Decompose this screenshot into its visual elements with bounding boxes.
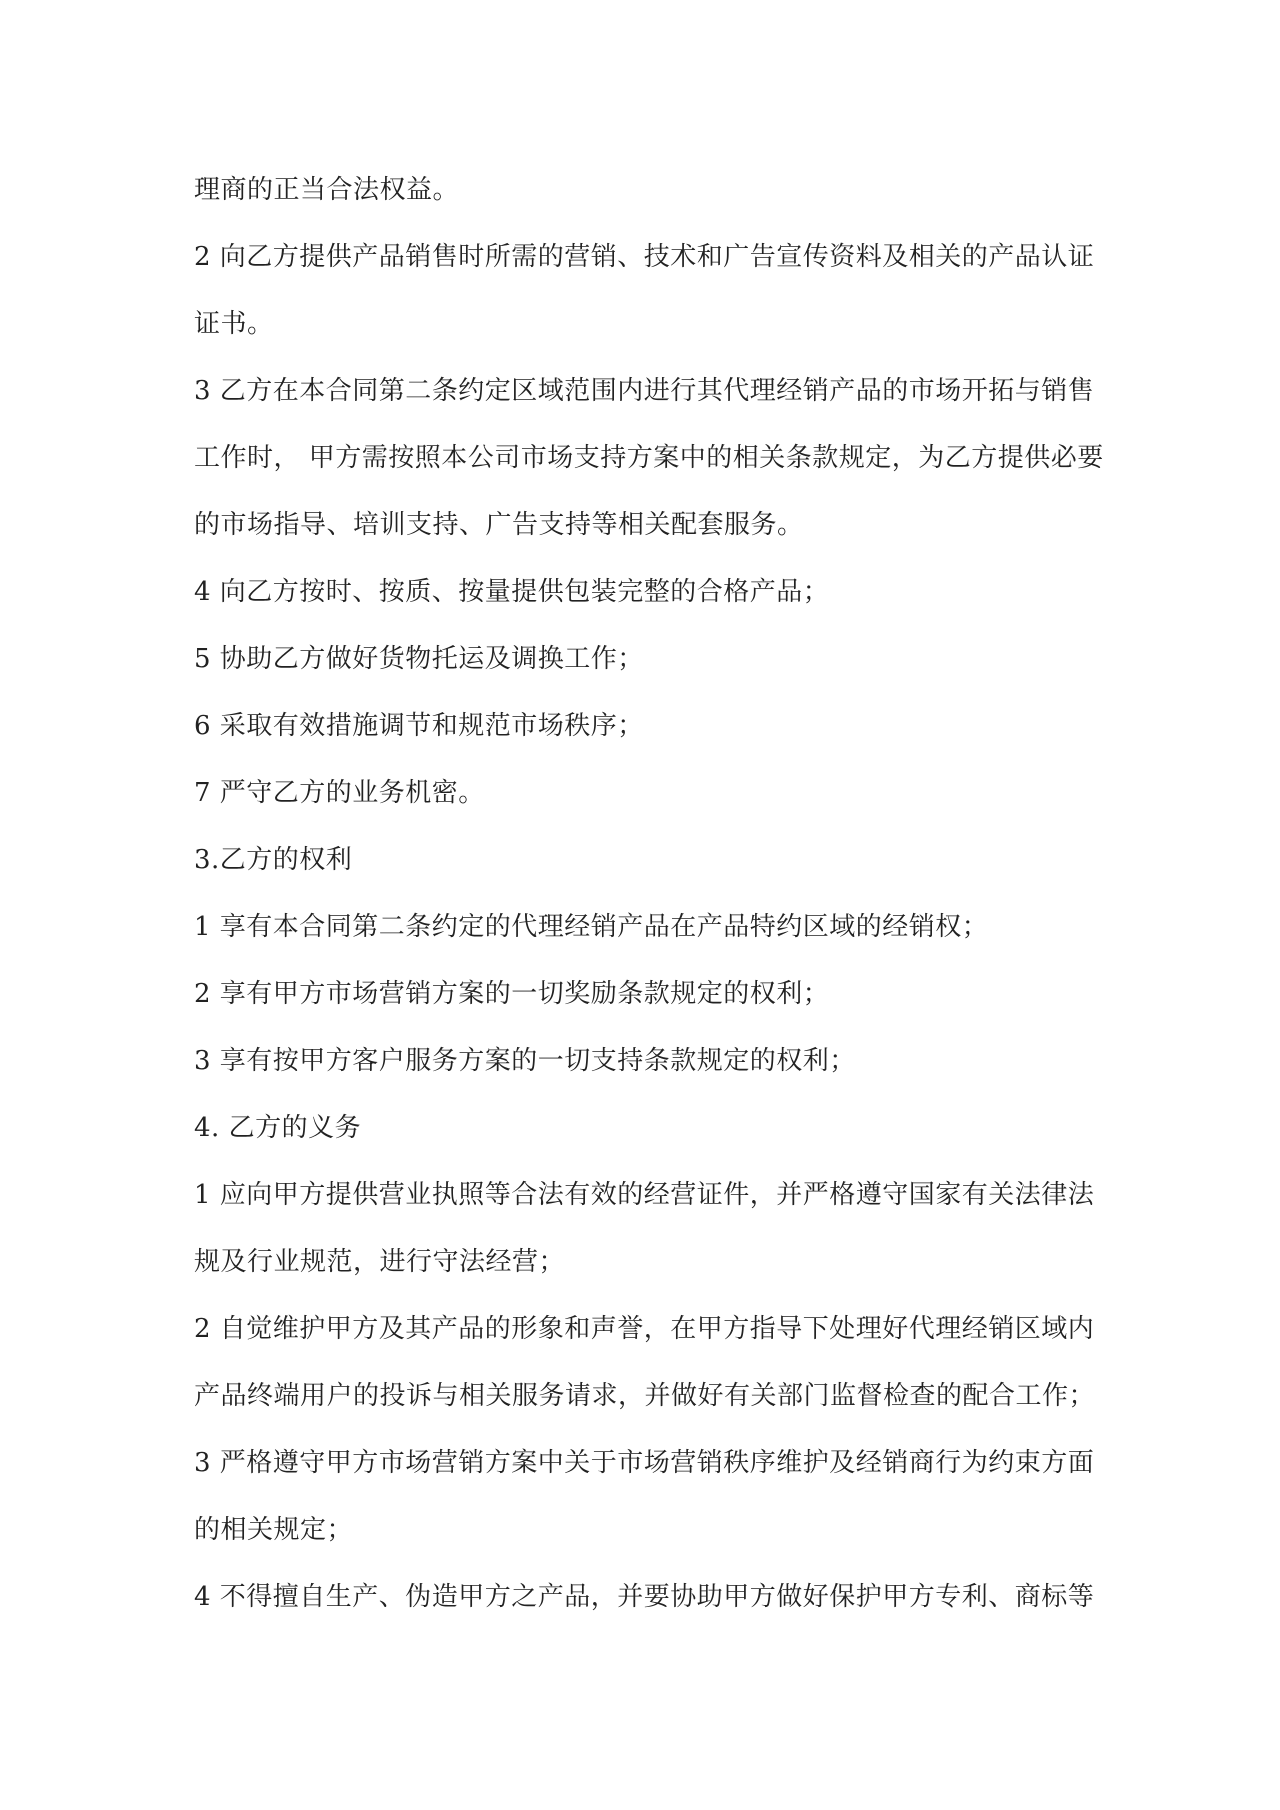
text-line: 6 采取有效措施调节和规范市场秩序； [194, 711, 644, 741]
section-heading: 4. 乙方的义务 [194, 1113, 362, 1143]
text-line: 4 向乙方按时、按质、按量提供包装完整的合格产品； [194, 577, 830, 607]
text-line: 的市场指导、培训支持、广告支持等相关配套服务。 [194, 510, 804, 540]
text-line: 3 享有按甲方客户服务方案的一切支持条款规定的权利； [194, 1046, 856, 1076]
text-line: 5 协助乙方做好货物托运及调换工作； [194, 644, 644, 674]
text-line: 4 不得擅自生产、伪造甲方之产品，并要协助甲方做好保护甲方专利、商标等 [194, 1582, 1095, 1612]
text-line: 规及行业规范，进行守法经营； [194, 1247, 566, 1277]
text-line: 2 向乙方提供产品销售时所需的营销、技术和广告宣传资料及相关的产品认证 [194, 242, 1095, 272]
text-line: 产品终端用户的投诉与相关服务请求，并做好有关部门监督检查的配合工作； [194, 1381, 1096, 1411]
text-line: 理商的正当合法权益。 [194, 175, 460, 205]
section-heading: 3.乙方的权利 [194, 845, 353, 875]
text-line: 证书。 [194, 309, 274, 339]
text-line: 2 享有甲方市场营销方案的一切奖励条款规定的权利； [194, 979, 830, 1009]
text-line: 3 严格遵守甲方市场营销方案中关于市场营销秩序维护及经销商行为约束方面 [194, 1448, 1095, 1478]
text-line: 1 应向甲方提供营业执照等合法有效的经营证件，并严格遵守国家有关法律法 [194, 1180, 1095, 1210]
text-line: 2 自觉维护甲方及其产品的形象和声誉，在甲方指导下处理好代理经销区域内 [194, 1314, 1095, 1344]
text-line: 工作时， 甲方需按照本公司市场支持方案中的相关条款规定，为乙方提供必要 [194, 443, 1104, 473]
text-line: 的相关规定； [194, 1515, 354, 1545]
text-line: 1 享有本合同第二条约定的代理经销产品在产品特约区域的经销权； [194, 912, 989, 942]
text-line: 3 乙方在本合同第二条约定区域范围内进行其代理经销产品的市场开拓与销售 [194, 376, 1095, 406]
text-line: 7 严守乙方的业务机密。 [194, 778, 485, 808]
